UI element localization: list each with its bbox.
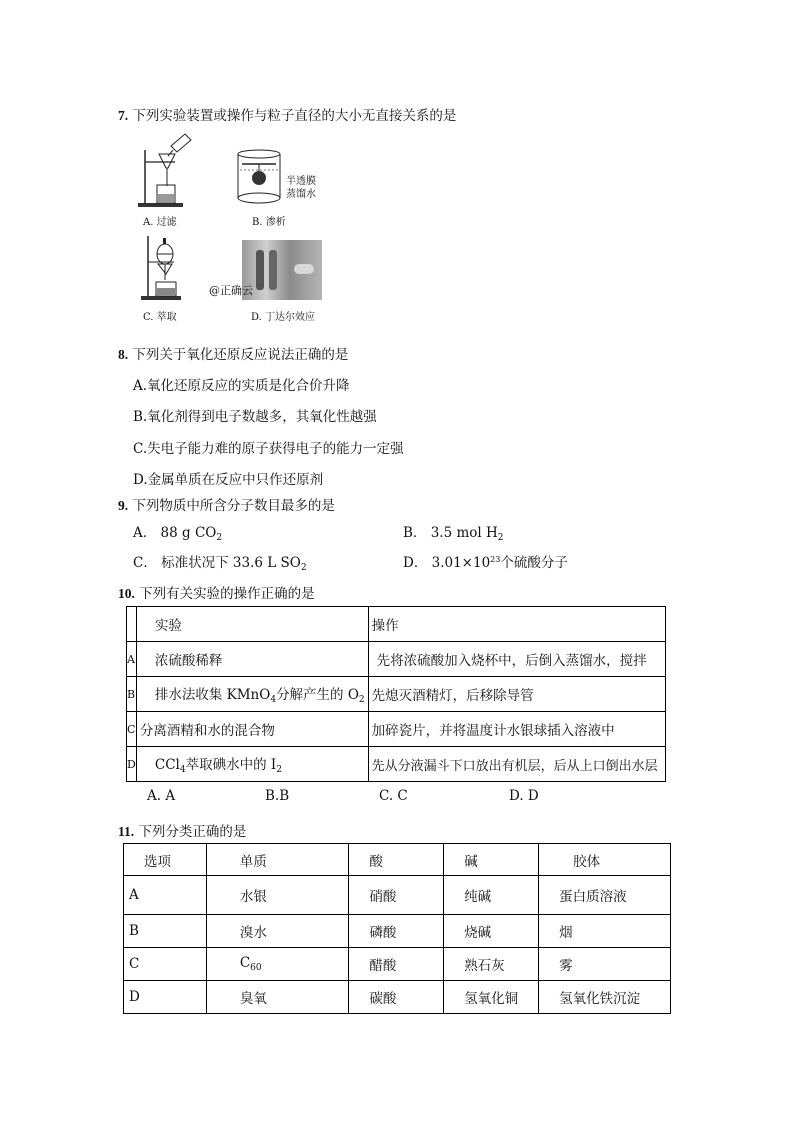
answer-d: D. D bbox=[509, 788, 539, 804]
table-header-cell: 胶体 bbox=[539, 844, 671, 876]
option-text: A． 88 g CO bbox=[133, 525, 217, 541]
watermark: @正确云 bbox=[209, 284, 253, 297]
table-header-cell: 选项 bbox=[124, 844, 207, 876]
option-a: A.氧化还原反应的实质是化合价升降 bbox=[133, 378, 350, 394]
question-stem: 下列物质中所含分子数目最多的是 bbox=[132, 498, 335, 514]
table-cell: 臭氧 bbox=[206, 981, 349, 1014]
option-text: 个硫酸分子 bbox=[500, 555, 568, 571]
table-header-cell: 单质 bbox=[206, 844, 349, 876]
question-9 bbox=[118, 494, 335, 514]
table-header-row bbox=[124, 844, 671, 876]
figure-d-caption: D. 丁达尔效应 bbox=[251, 312, 316, 323]
cell-text: 萃取碘水中的 I bbox=[185, 757, 277, 773]
option-text: D． 3.01×10 bbox=[403, 555, 491, 571]
answer-c: C. C bbox=[379, 788, 408, 804]
table-cell bbox=[127, 607, 137, 642]
question-stem: 下列实验装置或操作与粒子直径的大小无直接关系的是 bbox=[132, 108, 457, 124]
subscript: 2 bbox=[216, 533, 223, 543]
distilled-water-label: 蒸馏水 bbox=[286, 189, 316, 200]
experiment-table bbox=[126, 606, 666, 782]
subscript: 2 bbox=[276, 765, 282, 775]
table-cell: 氢氧化铜 bbox=[444, 981, 539, 1014]
operation-cell: 先从分液漏斗下口放出有机层，后从上口倒出水层 bbox=[368, 747, 665, 782]
cell-text: 排水法收集 KMnO bbox=[154, 687, 271, 703]
option-c: C.失电子能力难的原子获得电子的能力一定强 bbox=[133, 441, 404, 457]
option-d bbox=[403, 551, 568, 571]
operation-cell: 加碎瓷片，并将温度计水银球插入溶液中 bbox=[368, 712, 665, 747]
table-header-cell: 操作 bbox=[368, 607, 665, 642]
table-cell: 烧碱 bbox=[444, 915, 539, 948]
subscript: 4 bbox=[179, 765, 186, 775]
question-7 bbox=[118, 104, 456, 124]
question-stem: 下列关于氧化还原反应说法正确的是 bbox=[132, 347, 349, 363]
table-cell: 醋酸 bbox=[349, 948, 444, 981]
membrane-label: 半透膜 bbox=[286, 176, 316, 187]
table-header-cell: 碱 bbox=[444, 844, 539, 876]
table-cell: 溴水 bbox=[206, 915, 349, 948]
experiment-cell: 浓硫酸稀释 bbox=[136, 642, 368, 677]
test-tube bbox=[269, 250, 277, 290]
option-text: C． 标准状况下 33.6 L SO bbox=[133, 555, 301, 571]
subscript: 4 bbox=[270, 695, 277, 705]
table-cell: 水银 bbox=[206, 876, 349, 915]
cell-text: CCl bbox=[154, 757, 180, 773]
test-tube bbox=[256, 250, 264, 290]
option-c bbox=[133, 551, 307, 573]
table-cell: A bbox=[124, 876, 207, 915]
row-key: A bbox=[127, 642, 137, 677]
question-stem: 下列分类正确的是 bbox=[138, 824, 247, 840]
question-stem: 下列有关实验的操作正确的是 bbox=[139, 586, 315, 602]
table-cell: C bbox=[124, 948, 207, 981]
table-row bbox=[127, 677, 666, 712]
table-cell: 磷酸 bbox=[349, 915, 444, 948]
table-row bbox=[124, 915, 671, 948]
row-key: C bbox=[127, 712, 137, 747]
option-d: D.金属单质在反应中只作还原剂 bbox=[133, 472, 324, 488]
question-8 bbox=[118, 343, 348, 363]
table-cell: 纯碱 bbox=[444, 876, 539, 915]
figure-a-caption: A. 过滤 bbox=[143, 217, 177, 228]
table-cell bbox=[206, 948, 349, 981]
figure-b-caption: B. 渗析 bbox=[252, 217, 286, 228]
answer-a: A. A bbox=[147, 788, 176, 804]
cell-text: 分解产生的 O bbox=[276, 687, 359, 703]
question-10 bbox=[118, 582, 315, 602]
tyndall-effect-photo bbox=[242, 240, 322, 300]
operation-cell: 先熄灭酒精灯，后移除导管 bbox=[368, 677, 665, 712]
extraction-apparatus-figure bbox=[138, 234, 190, 304]
table-row bbox=[124, 876, 671, 915]
table-header-row bbox=[127, 607, 666, 642]
experiment-cell bbox=[136, 747, 368, 782]
table-cell: 烟 bbox=[539, 915, 671, 948]
table-row bbox=[124, 948, 671, 981]
option-text: B． 3.5 mol H bbox=[403, 525, 498, 541]
superscript: 23 bbox=[490, 555, 501, 564]
subscript: 2 bbox=[300, 563, 307, 573]
table-cell: B bbox=[124, 915, 207, 948]
table-header-cell: 实验 bbox=[136, 607, 368, 642]
cell-text: C bbox=[239, 955, 251, 971]
row-key: D bbox=[127, 747, 137, 782]
table-cell: 雾 bbox=[539, 948, 671, 981]
experiment-cell bbox=[136, 677, 368, 712]
table-cell: 熟石灰 bbox=[444, 948, 539, 981]
table-row bbox=[127, 642, 666, 677]
operation-cell: 先将浓硫酸加入烧杯中，后倒入蒸馏水，搅拌 bbox=[368, 642, 665, 677]
laser-pointer bbox=[294, 264, 314, 274]
subscript: 60 bbox=[250, 963, 262, 973]
table-row bbox=[124, 981, 671, 1014]
table-cell: 氢氧化铁沉淀 bbox=[539, 981, 671, 1014]
table-cell: D bbox=[124, 981, 207, 1014]
option-b: B.氧化剂得到电子数越多，其氧化性越强 bbox=[133, 409, 377, 425]
table-header-cell: 酸 bbox=[349, 844, 444, 876]
table-cell: 碳酸 bbox=[349, 981, 444, 1014]
dialysis-apparatus-figure bbox=[232, 148, 292, 208]
row-key: B bbox=[127, 677, 137, 712]
question-number: 11. bbox=[118, 824, 135, 839]
subscript: 2 bbox=[497, 533, 504, 543]
table-cell: 硝酸 bbox=[349, 876, 444, 915]
table-cell: 蛋白质溶液 bbox=[539, 876, 671, 915]
option-a bbox=[133, 521, 222, 543]
subscript: 2 bbox=[358, 695, 365, 705]
experiment-cell: 分离酒精和水的混合物 bbox=[136, 712, 368, 747]
answer-b: B.B bbox=[265, 788, 290, 804]
question-number: 9. bbox=[118, 498, 129, 513]
option-b bbox=[403, 521, 504, 543]
classification-table bbox=[123, 843, 671, 1014]
question-number: 8. bbox=[118, 347, 129, 362]
question-number: 7. bbox=[118, 108, 129, 123]
table-row bbox=[127, 712, 666, 747]
table-row bbox=[127, 747, 666, 782]
question-number: 10. bbox=[118, 586, 135, 601]
figure-c-caption: C. 萃取 bbox=[143, 312, 177, 323]
filtration-apparatus-figure bbox=[135, 130, 200, 210]
question-11 bbox=[118, 820, 246, 840]
